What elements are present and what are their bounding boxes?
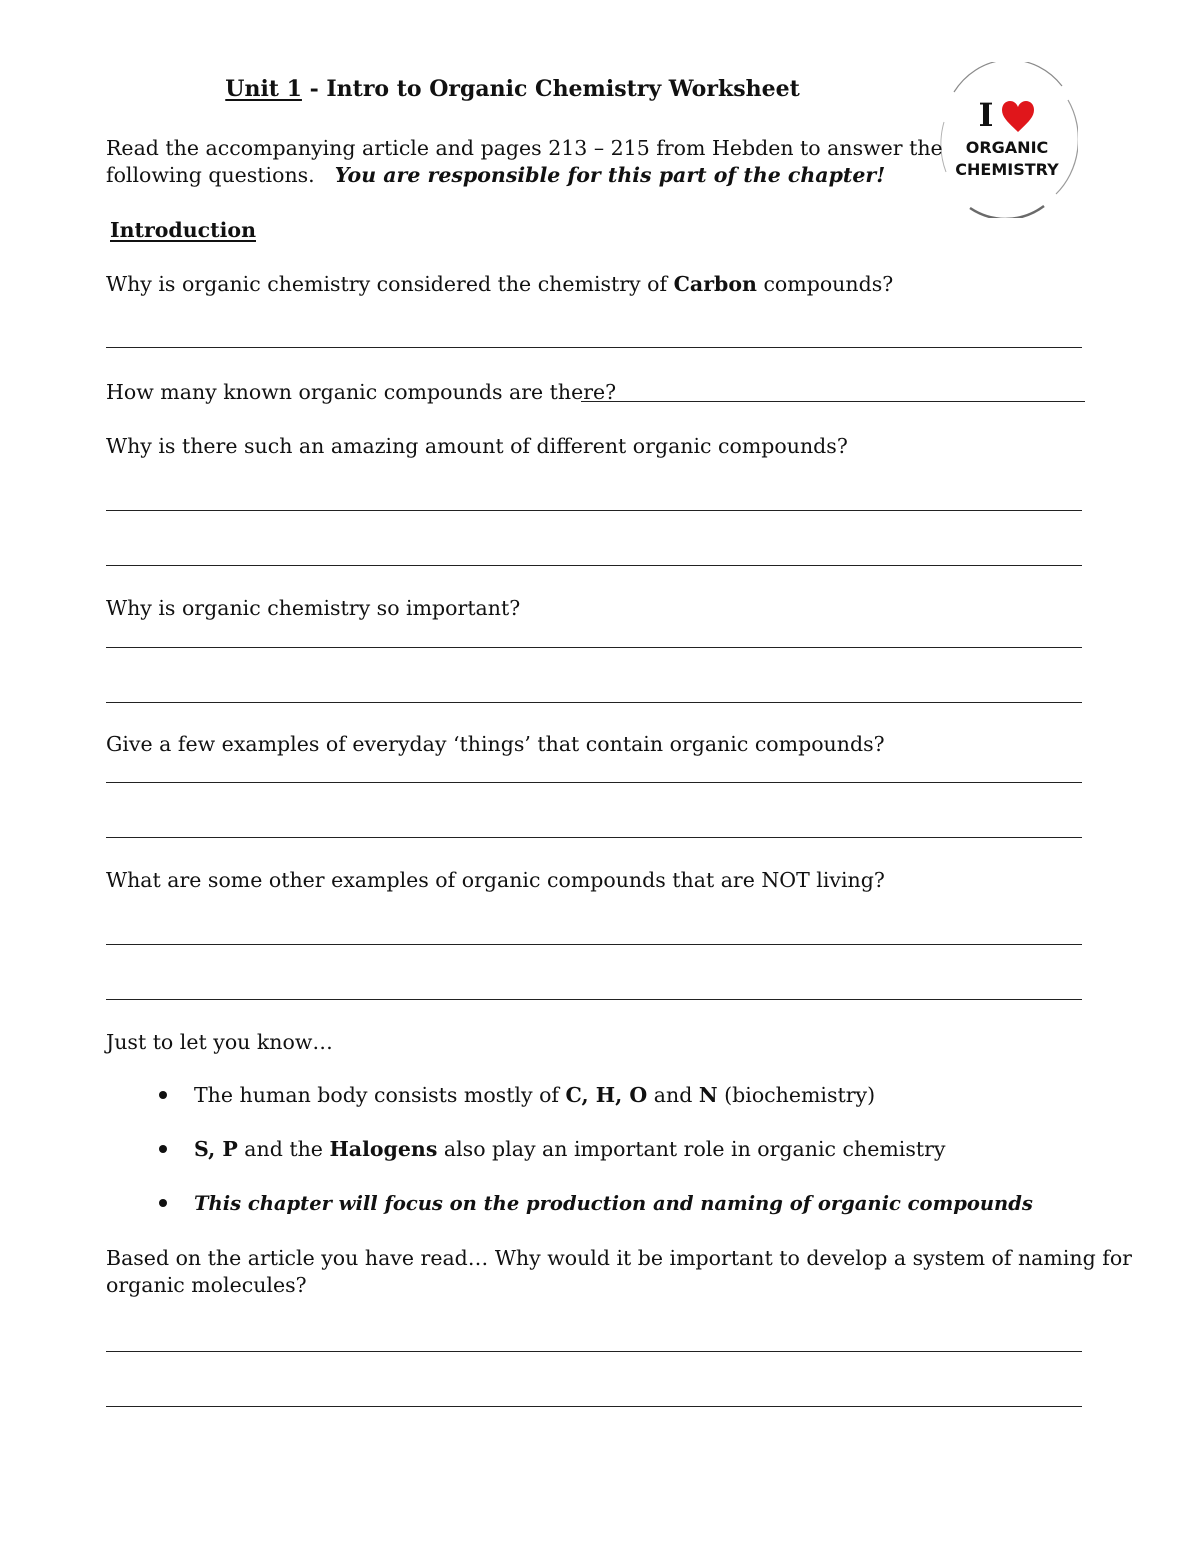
heart-icon bbox=[1002, 101, 1034, 132]
bullet-human-body bbox=[194, 1082, 875, 1109]
answer-line[interactable] bbox=[106, 702, 1082, 703]
intro-line-1: Read the accompanying article and pages 213 – 215 from Hebden to answer the bbox=[106, 136, 943, 160]
intro-line-2 bbox=[106, 162, 885, 189]
question-not-living: What are some other examples of organic compounds that are NOT living? bbox=[106, 868, 885, 892]
question-amazing-amount: Why is there such an amazing amount of different organic compounds? bbox=[106, 434, 848, 458]
b2-text-b: and the bbox=[237, 1137, 330, 1161]
section-heading-introduction: Introduction bbox=[110, 218, 256, 242]
answer-line[interactable] bbox=[106, 510, 1082, 511]
intro-plain: following questions. bbox=[106, 163, 315, 187]
question-naming-line-1: Based on the article you have read… Why would it be important to develop a system of naming for bbox=[106, 1246, 1132, 1270]
bullet-icon bbox=[159, 1199, 167, 1207]
q1-text-bold: Carbon bbox=[673, 272, 757, 296]
question-naming-line-2: organic molecules? bbox=[106, 1273, 307, 1297]
logo-line-organic: ORGANIC bbox=[965, 138, 1049, 157]
b1-nitrogen: N bbox=[698, 1083, 718, 1107]
answer-line[interactable] bbox=[106, 1351, 1082, 1352]
question-carbon bbox=[106, 271, 893, 298]
answer-line-inline[interactable] bbox=[581, 401, 1085, 402]
b2-elements: S, P bbox=[194, 1137, 238, 1161]
answer-line[interactable] bbox=[106, 347, 1082, 348]
intro-emphasis: You are responsible for this part of the chapter! bbox=[334, 163, 886, 187]
b1-and: and bbox=[647, 1083, 699, 1107]
b2-halogens: Halogens bbox=[329, 1137, 438, 1161]
q1-text-c: compounds? bbox=[756, 272, 894, 296]
question-known-compounds: How many known organic compounds are there? bbox=[106, 380, 617, 404]
bullet-chapter-focus: This chapter will focus on the production and naming of organic compounds bbox=[194, 1192, 1033, 1215]
answer-line[interactable] bbox=[106, 782, 1082, 783]
question-importance: Why is organic chemistry so important? bbox=[106, 596, 521, 620]
title-rest: - Intro to Organic Chemistry Worksheet bbox=[301, 76, 800, 102]
b1-elements: C, H, O bbox=[565, 1083, 648, 1107]
logo-line-chemistry: CHEMISTRY bbox=[955, 160, 1059, 179]
b1-text-e: (biochemistry) bbox=[717, 1083, 876, 1107]
answer-line[interactable] bbox=[106, 837, 1082, 838]
page-title bbox=[0, 74, 1025, 104]
answer-line[interactable] bbox=[106, 944, 1082, 945]
bullet-icon bbox=[159, 1091, 167, 1099]
bullet-icon bbox=[159, 1145, 167, 1153]
logo-i: I bbox=[978, 96, 994, 134]
answer-line[interactable] bbox=[106, 1406, 1082, 1407]
b2-text-d: also play an important role in organic chemistry bbox=[437, 1137, 946, 1161]
answer-line[interactable] bbox=[106, 999, 1082, 1000]
question-everyday-things: Give a few examples of everyday ‘things’ that contain organic compounds? bbox=[106, 732, 885, 756]
answer-line[interactable] bbox=[106, 565, 1082, 566]
answer-line[interactable] bbox=[106, 647, 1082, 648]
q1-text-a: Why is organic chemistry considered the chemistry of bbox=[106, 272, 674, 296]
b1-text-a: The human body consists mostly of bbox=[194, 1083, 566, 1107]
bullet-halogens bbox=[194, 1136, 945, 1163]
organic-chemistry-logo bbox=[936, 62, 1078, 218]
just-to-let-you-know: Just to let you know… bbox=[106, 1030, 333, 1054]
title-unit: Unit 1 bbox=[225, 76, 302, 102]
